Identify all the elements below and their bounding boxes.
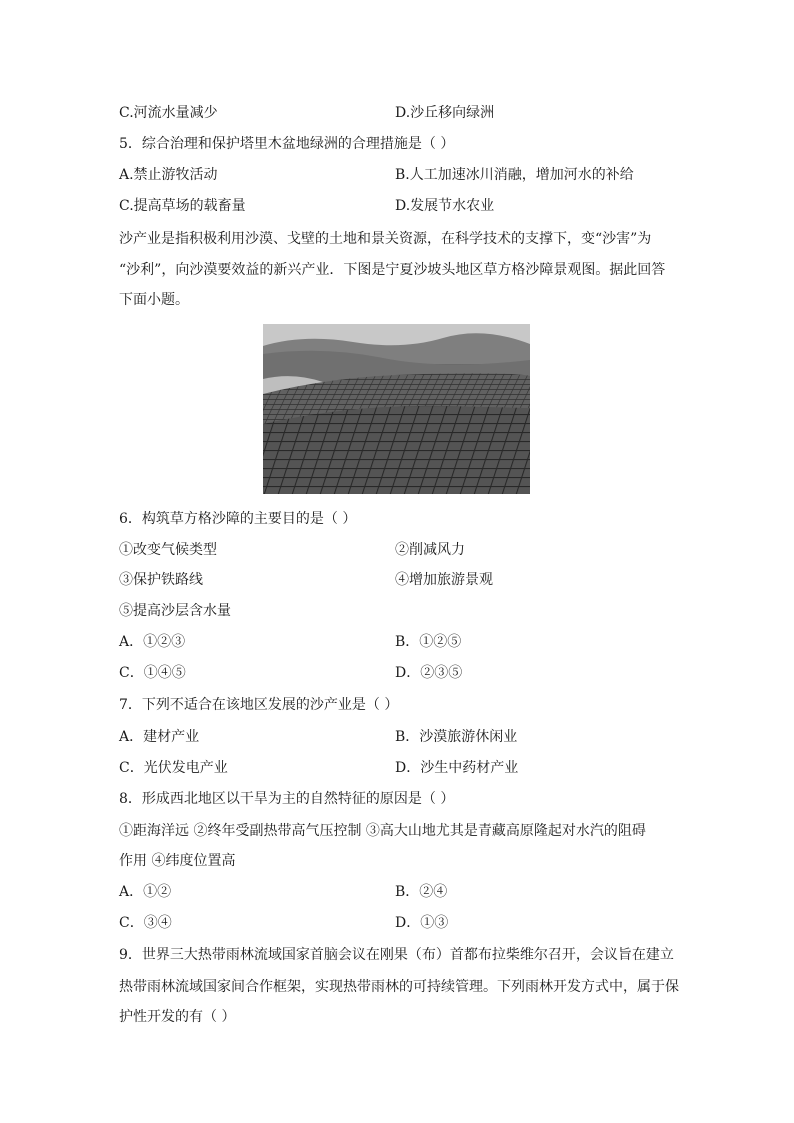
q4-option-d: D.沙丘移向绿洲 [395,105,495,121]
q8-option-c: C．③④ [119,915,172,931]
q5-option-a: A.禁止游牧活动 [119,167,218,183]
q6-option-d: D．②③⑤ [395,665,463,681]
q8-statements-line-2: 作用 ④纬度位置高 [119,853,236,869]
q9-stem-line-3: 护性开发的有（ ） [119,1009,236,1025]
q8-option-b: B．②④ [395,884,448,900]
grass-checkerboard-sand-barrier-photo [263,324,530,494]
q7-stem: 7．下列不适合在该地区发展的沙产业是（ ） [119,697,399,713]
q7-option-b: B．沙漠旅游休闲业 [395,729,518,745]
q8-statements-line-1: ①距海洋远 ②终年受副热带高气压控制 ③高大山地尤其是青藏高原隆起对水汽的阻碍 [119,823,646,839]
q8-stem: 8．形成西北地区以干旱为主的自然特征的原因是（ ） [119,791,455,807]
q6-stem: 6．构筑草方格沙障的主要目的是（ ） [119,511,357,527]
passage-line-2: “沙利”，向沙漠要效益的新兴产业．下图是宁夏沙坡头地区草方格沙障景观图。据此回答 [119,262,666,278]
q7-option-a: A．建材产业 [119,729,200,745]
q5-option-c: C.提高草场的载畜量 [119,198,246,214]
q8-option-d: D．①③ [395,915,449,931]
q5-option-d: D.发展节水农业 [395,198,495,214]
q6-option-c: C．①④⑤ [119,665,186,681]
q6-statement-1: ①改变气候类型 [119,542,217,558]
passage-line-1: 沙产业是指积极利用沙漠、戈壁的土地和景关资源，在科学技术的支撑下，变“沙害”为 [119,231,652,247]
q9-stem-line-2: 热带雨林流域国家间合作框架，实现热带雨林的可持续管理。下列雨林开发方式中，属于保 [119,979,679,995]
q7-option-d: D．沙生中药材产业 [395,760,519,776]
q6-statement-4: ④增加旅游景观 [395,572,493,588]
q4-option-c: C.河流水量减少 [119,105,218,121]
q8-option-a: A．①② [119,884,172,900]
landscape-photo-illustration [263,324,530,494]
q6-option-a: A．①②③ [119,634,186,650]
q5-stem: 5．综合治理和保护塔里木盆地绿洲的合理措施是（ ） [119,136,455,152]
q9-stem-line-1: 9．世界三大热带雨林流域国家首脑会议在刚果（布）首都布拉柴维尔召开，会议旨在建立 [119,947,674,963]
q5-option-b: B.人工加速冰川消融，增加河水的补给 [395,167,634,183]
passage-line-3: 下面小题。 [119,292,189,308]
q6-statement-3: ③保护铁路线 [119,572,203,588]
q7-option-c: C．光伏发电产业 [119,760,228,776]
q6-statement-5: ⑤提高沙层含水量 [119,603,231,619]
q6-statement-2: ②削减风力 [395,542,465,558]
q6-option-b: B．①②⑤ [395,634,462,650]
